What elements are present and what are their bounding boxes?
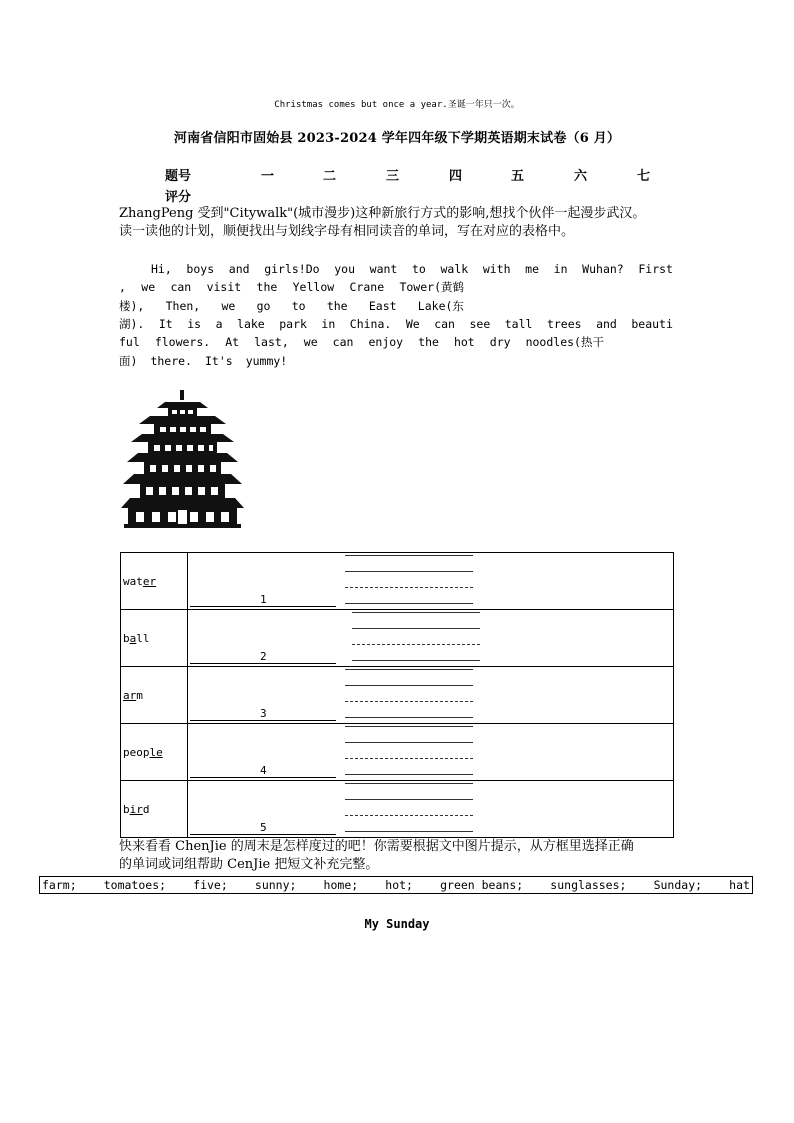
word-cell <box>121 724 188 781</box>
passage-word: is <box>187 317 202 332</box>
passage-word: We <box>405 317 420 332</box>
answer-cell[interactable] <box>188 553 674 610</box>
passage-word: 面) <box>119 353 138 368</box>
table-row <box>121 667 674 724</box>
passage-word: can <box>434 317 455 332</box>
passage-word: Lake(东 <box>417 298 464 313</box>
word-bank-item: farm; <box>42 878 77 892</box>
passage-word: boys <box>186 262 215 277</box>
answer-cell[interactable] <box>188 781 674 838</box>
part2-instruction-1: 快来看看 ChenJie 的周末是怎样度过的吧！你需要根据文中图片提示，从方框里选择正确 <box>119 839 634 854</box>
score-column: 五 <box>511 169 525 184</box>
answer-blank[interactable] <box>190 589 336 607</box>
answer-blank[interactable] <box>190 817 336 835</box>
passage-word: China. <box>349 317 392 332</box>
blank-number: 4 <box>260 764 267 777</box>
passage-word: East <box>368 298 397 313</box>
passage-word: a <box>215 317 223 332</box>
passage-word: Then, <box>165 298 201 313</box>
passage-word: noodles(热干 <box>525 335 604 350</box>
word-bank-item: tomatoes; <box>103 878 167 892</box>
part1-instruction-1: ZhangPeng 受到"Citywalk"(城市漫步)这种新旅行方式的影响,想找个伙伴一起漫步武汉。 <box>119 206 646 221</box>
passage-word: Crane <box>349 280 385 295</box>
word-bank-item: hat <box>729 878 750 892</box>
passage-word: can <box>332 335 354 350</box>
passage-word: the <box>256 280 278 295</box>
word-cell <box>121 667 188 724</box>
passage-word: trees <box>546 317 582 332</box>
passage-word: the <box>418 335 439 350</box>
passage-line <box>119 333 604 351</box>
passage-word: yummy! <box>245 353 288 368</box>
passage-word: Tower(黄鹤 <box>399 280 464 295</box>
table-row <box>121 610 674 667</box>
score-table-header <box>165 165 665 185</box>
score-column: 六 <box>574 169 588 184</box>
passage-word: we <box>303 335 318 350</box>
passage-word: see <box>469 317 491 332</box>
four-line-writing-guide <box>345 555 473 605</box>
passage-word: can <box>170 280 192 295</box>
word-cell <box>121 553 188 610</box>
passage-word: we <box>221 298 236 313</box>
score-column: 三 <box>386 169 400 184</box>
passage-word: At <box>225 335 240 350</box>
word-bank-item: hot; <box>385 878 413 892</box>
word-bank-item: green beans; <box>440 878 524 892</box>
passage-word: with <box>482 262 511 277</box>
underlined-word: arm <box>123 689 143 702</box>
part2-instruction-2: 的单词或词组帮助 CenJie 把短文补充完整。 <box>119 857 379 872</box>
passage-word: there. <box>150 353 192 368</box>
passage-word: flowers. <box>154 335 211 350</box>
passage-word: girls!Do <box>264 262 320 277</box>
word-bank-item: five; <box>193 878 228 892</box>
passage-word: Hi, <box>151 262 172 277</box>
passage-line <box>119 260 673 278</box>
passage-line <box>119 315 673 333</box>
passage-word: me <box>525 262 540 277</box>
passage-word: tall <box>504 317 533 332</box>
underlined-word: ball <box>123 632 150 645</box>
passage-word: dry <box>489 335 511 350</box>
yellow-crane-tower-image <box>120 390 245 530</box>
answer-cell[interactable] <box>188 610 674 667</box>
blank-number: 5 <box>260 821 267 834</box>
passage-word: walk <box>440 262 469 277</box>
passage-word: visit <box>206 280 242 295</box>
passage-word: and <box>596 317 617 332</box>
passage-word: last, <box>254 335 289 350</box>
score-column: 二 <box>323 169 337 184</box>
part1-instruction-2: 读一读他的计划，顺便找出与划线字母有相同读音的单词，写在对应的表格中。 <box>119 224 575 239</box>
table-row <box>121 724 674 781</box>
exam-title: 河南省信阳市固始县 2023-2024 学年四年级下学期英语期末试卷（6 月） <box>173 131 621 146</box>
passage-word: Yellow <box>292 280 335 295</box>
answer-table <box>120 552 674 838</box>
passage <box>119 260 673 370</box>
word-bank-item: Sunday; <box>653 878 703 892</box>
blank-number: 1 <box>260 593 267 606</box>
table-row <box>121 553 674 610</box>
passage-word: lake <box>237 317 265 332</box>
score-label-number: 题号 <box>165 169 192 184</box>
word-bank-item: sunglasses; <box>550 878 627 892</box>
underlined-word: bird <box>123 803 150 816</box>
score-column: 一 <box>261 169 275 184</box>
passage-word: enjoy <box>368 335 404 350</box>
passage-word: ful <box>119 335 140 350</box>
blank-number: 3 <box>260 707 267 720</box>
passage-word: beauti <box>631 317 673 332</box>
blank-number: 2 <box>260 650 267 663</box>
word-bank-item: home; <box>323 878 359 892</box>
score-column: 四 <box>449 169 463 184</box>
passage-word: go <box>256 298 271 313</box>
four-line-writing-guide <box>352 612 480 662</box>
table-row <box>121 781 674 838</box>
passage-word: It's <box>204 353 233 368</box>
answer-blank[interactable] <box>190 760 336 778</box>
passage-line <box>119 351 673 369</box>
passage-word: First <box>638 262 673 277</box>
word-bank-item: sunny; <box>254 878 297 892</box>
four-line-writing-guide <box>345 783 473 833</box>
passage-word: the <box>326 298 348 313</box>
header-note: Christmas comes but once a year.圣诞一年只一次。 <box>274 100 520 110</box>
passage-line <box>119 297 464 315</box>
four-line-writing-guide <box>345 726 473 776</box>
passage-line <box>119 278 464 296</box>
word-cell <box>121 781 188 838</box>
passage-word: It <box>158 317 173 332</box>
underlined-word: water <box>123 575 157 588</box>
passage-word: want <box>369 262 398 277</box>
passage-word: , <box>119 280 126 295</box>
passage-word: in <box>321 317 336 332</box>
passage-word: Wuhan? <box>582 262 624 277</box>
passage-word: hot <box>453 335 475 350</box>
passage-word: you <box>334 262 355 277</box>
word-bank <box>39 876 753 894</box>
answer-cell[interactable] <box>188 724 674 781</box>
passage-word: 湖). <box>119 317 145 332</box>
passage-word: and <box>228 262 250 277</box>
four-line-writing-guide <box>345 669 473 719</box>
answer-blank[interactable] <box>190 703 336 721</box>
score-label-score: 评分 <box>165 190 192 205</box>
passage-word: to <box>411 262 426 277</box>
word-cell <box>121 610 188 667</box>
passage-word: to <box>291 298 306 313</box>
passage-word: park <box>279 317 307 332</box>
score-column: 七 <box>637 169 651 184</box>
passage-word: in <box>553 262 568 277</box>
underlined-word: people <box>123 746 163 759</box>
answer-blank[interactable] <box>190 646 336 664</box>
answer-cell[interactable] <box>188 667 674 724</box>
passage-word: we <box>141 280 156 295</box>
passage-word: 楼), <box>119 298 145 313</box>
section-title: My Sunday <box>364 917 430 931</box>
